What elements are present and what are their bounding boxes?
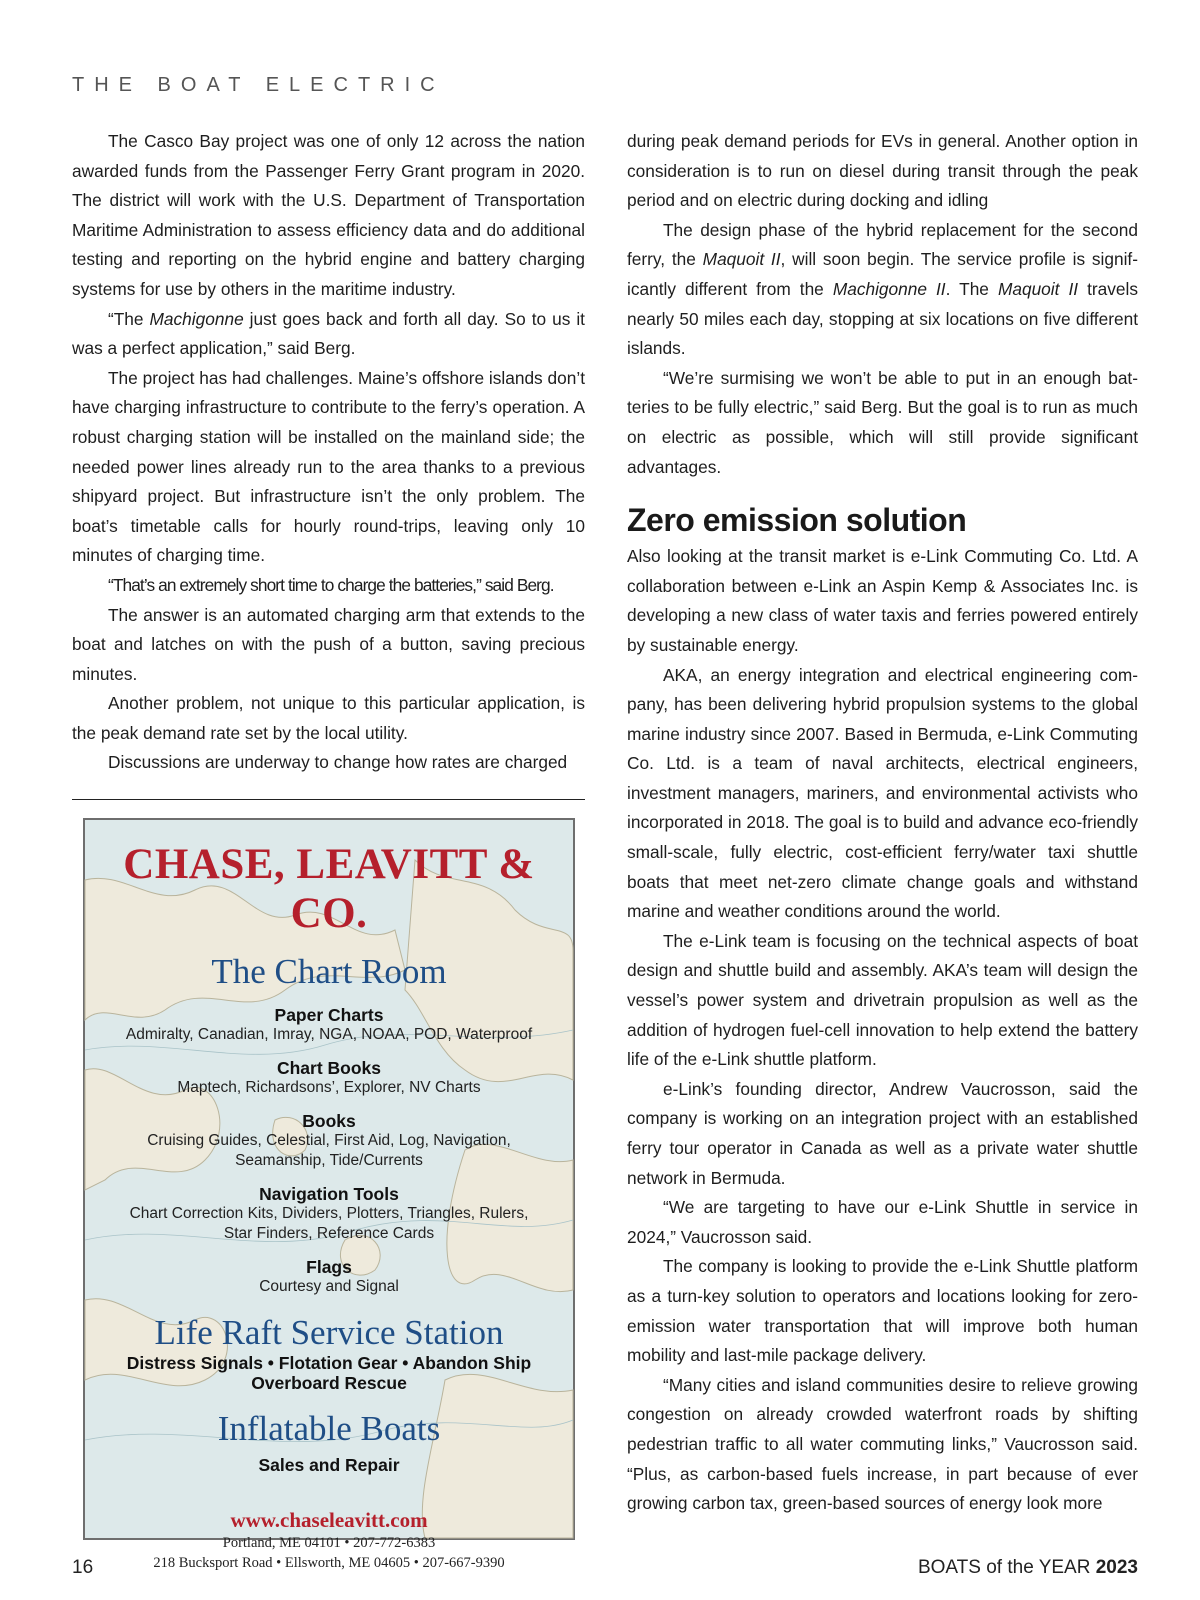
body-paragraph: The e-Link team is focusing on the technical aspects of boat design and shuttle build and assembly. AKA’s team will design the vessel’s power system and drivetrain propulsion as well as the addition of hydrogen fuel-cell innovation to help extend the battery life of the e-Link shuttle platform. — [627, 930, 1138, 1070]
ad-category-detail: Seamanship, Tide/Currents — [235, 1152, 423, 1169]
body-paragraph: e-Link’s founding director, Andrew Vaucrosson, said the company is working on an integration project with an established ferry tour operator in Canada as well as a private water shuttle network in Bermuda. — [627, 1078, 1138, 1188]
ad-category-detail: Cruising Guides, Celestial, First Aid, Log, Navigation, — [147, 1132, 511, 1149]
body-paragraph: “That’s an extremely short time to charge the batteries,” said Berg. — [108, 574, 554, 595]
body-paragraph: Also looking at the transit market is e-Link Commuting Co. Ltd. A collaboration between e-Link an Aspin Kemp & Associates Inc. is developing a new class of water taxis and ferries powered entirely by sustainable energy. — [627, 546, 1138, 655]
ad-service-title: Life Raft Service Station — [154, 1313, 504, 1352]
ad-service-line: Overboard Rescue — [251, 1373, 407, 1393]
body-paragraph: The answer is an automated charging arm that extends to the boat and latches on with the push of a button, saving precious minutes. — [72, 604, 585, 684]
ad-category-title: Navigation Tools — [259, 1184, 399, 1204]
body-paragraph: The project has had challenges. Maine’s offshore islands don’t have charging infrastructure to contribute to the ferry’s operation. A robust charging station will be installed on the mainland side; the needed power lines already run to the area thanks to a previous shipyard project. But infrastructure isn’t the only problem. The boat’s timetable calls for hourly round-trips, leaving only 10 minutes of charging time. — [72, 367, 585, 566]
ad-inflatable-title: Inflatable Boats — [217, 1409, 441, 1448]
body-paragraph: “We’re surmising we won’t be able to put in an enough batteries to be fully electric,” said Berg. But the goal is to run as much on electric as possible, which will still provide significant advantages. — [627, 367, 1138, 477]
ad-address-ellsworth: 218 Bucksport Road • Ellsworth, ME 04605 • 207-667-9390 — [153, 1555, 505, 1571]
left-column — [72, 127, 585, 778]
ad-category-title: Chart Books — [276, 1058, 382, 1078]
ad-category-title: Books — [302, 1111, 356, 1131]
ad-service-line: Distress Signals • Flotation Gear • Abandon Ship — [126, 1353, 532, 1373]
ad-category-title: Paper Charts — [274, 1005, 384, 1025]
body-paragraph: AKA, an energy integration and electrical engineering company, has been delivering hybrid propulsion systems to the global marine industry since 2007. Based in Bermuda, e-Link Commuting Co. Ltd. is a team of naval architects, electrical engineers, investment managers, mariners, and environmental activists who incorporated in 2018. The goal is to build and advance eco-friendly small-scale, fully electric, cost-efficient ferry/water taxi shuttle boats that meet net-zero climate change goals and withstand marine and weather conditions around the world. — [627, 664, 1138, 922]
section-heading: Zero emission solution — [627, 502, 967, 539]
ad-category-detail: Courtesy and Signal — [259, 1278, 399, 1295]
page-number: 16 — [72, 1557, 94, 1578]
ad-content — [85, 840, 573, 1573]
ad-category-detail: Star Finders, Reference Cards — [223, 1225, 435, 1242]
body-paragraph: “The Machigonne just goes back and forth all day. So to us it was a perfect application,” said Berg. — [72, 308, 585, 359]
magazine-name: BOATS of the YEAR — [917, 1557, 1091, 1578]
running-header: THE BOAT ELECTRIC — [72, 74, 445, 96]
ad-address-portland: Portland, ME 04101 • 207-772-6383 — [222, 1535, 436, 1551]
right-column-bottom — [627, 542, 1138, 1519]
body-paragraph: “Many cities and island communities desire to relieve growing congestion on already crowded waterfront roads by shifting pedestrian traffic to all water commuting links,” Vaucrosson said. “Plus, as carbon-based fuels increase, in part because of ever growing carbon tax, green-based sources of energy look more — [627, 1374, 1138, 1514]
right-column — [627, 127, 1138, 1519]
ad-category-detail: Admiralty, Canadian, Imray, NGA, NOAA, POD, Waterproof — [125, 1026, 533, 1043]
ad-category-detail: Chart Correction Kits, Dividers, Plotters, Triangles, Rulers, — [129, 1205, 529, 1222]
ad-category-detail: Maptech, Richardsons’, Explorer, NV Charts — [177, 1079, 481, 1096]
body-paragraph: Another problem, not unique to this particular application, is the peak demand rate set by the local utility. — [72, 693, 585, 743]
body-paragraph: Discussions are underway to change how rates are charged — [108, 752, 568, 773]
body-paragraph: The Casco Bay project was one of only 12 across the nation awarded funds from the Passenger Ferry Grant program in 2020. The district will work with the U.S. Department of Transportation Maritime Administration to assess efficiency data and do additional testing and reporting on the hybrid engine and battery charging systems for use by others in the maritime industry. — [72, 131, 585, 299]
ad-chart-room-title: The Chart Room — [211, 952, 447, 991]
ad-sales-repair: Sales and Repair — [258, 1455, 400, 1475]
body-paragraph: “We are targeting to have our e-Link Shuttle in service in 2024,” Vaucrosson said. — [627, 1197, 1138, 1247]
right-column-top — [627, 127, 1138, 482]
body-paragraph: during peak demand periods for EVs in general. Another option in consideration is to run on diesel during transit through the peak period and on electric during docking and idling — [627, 131, 1138, 211]
column-divider — [72, 799, 585, 800]
magazine-year: 2023 — [1095, 1557, 1138, 1578]
ad-category-title: Flags — [306, 1257, 352, 1277]
ad-website-link[interactable]: www.chaseleavitt.com — [230, 1508, 428, 1532]
body-paragraph: The design phase of the hybrid replacement for the second ferry, the Maquoit II, will soon begin. The service profile is significantly different from the Machigonne II. The Maquoit II travels nearly 50 miles each day, stopping at six locations on five different islands. — [627, 219, 1139, 359]
ad-company-name: CHASE, LEAVITT & CO. — [123, 841, 535, 937]
advertisement[interactable] — [83, 818, 575, 1571]
body-paragraph: The company is looking to provide the e-Link Shuttle platform as a turn-key solution to operators and locations looking for zero-emission water transportation that will improve both human mobility and last-mile package delivery. — [627, 1256, 1138, 1366]
ad-category-list — [85, 1005, 573, 1297]
magazine-title — [918, 1557, 1138, 1579]
